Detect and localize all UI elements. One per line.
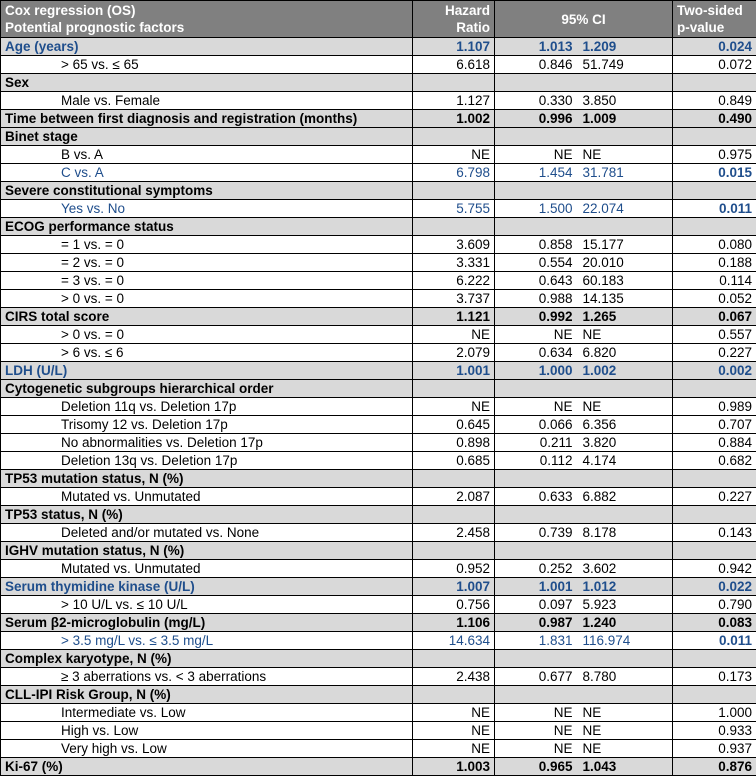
table-body <box>1 38 756 776</box>
p-value-cell: 0.682 <box>673 452 756 470</box>
factor-cell: Deletion 11q vs. Deletion 17p <box>1 398 413 416</box>
table-section-row <box>1 110 756 128</box>
factor-cell: Cytogenetic subgroups hierarchical order <box>1 380 413 398</box>
ci-upper-cell <box>575 470 673 488</box>
factor-cell: Mutated vs. Unmutated <box>1 488 413 506</box>
table-row <box>1 200 756 218</box>
p-value-cell: 0.227 <box>673 344 756 362</box>
p-value-cell: 0.083 <box>673 614 756 632</box>
hazard-ratio-cell: 0.685 <box>413 452 495 470</box>
header-ci: 95% CI <box>495 1 673 38</box>
table-row <box>1 254 756 272</box>
hazard-ratio-cell: NE <box>413 326 495 344</box>
hazard-ratio-cell: 1.002 <box>413 110 495 128</box>
ci-lower-cell: 0.634 <box>495 344 575 362</box>
p-value-cell: 0.707 <box>673 416 756 434</box>
ci-lower-cell: 0.739 <box>495 524 575 542</box>
hazard-ratio-cell: NE <box>413 740 495 758</box>
ci-lower-cell <box>495 470 575 488</box>
hazard-ratio-cell: 0.645 <box>413 416 495 434</box>
table-section-row <box>1 542 756 560</box>
factor-cell: ECOG performance status <box>1 218 413 236</box>
header-factor: Cox regression (OS) Potential prognostic factors <box>1 1 413 38</box>
factor-cell: > 3.5 mg/L vs. ≤ 3.5 mg/L <box>1 632 413 650</box>
hazard-ratio-cell: 6.618 <box>413 56 495 74</box>
ci-upper-cell: 22.074 <box>575 200 673 218</box>
factor-cell: Deletion 13q vs. Deletion 17p <box>1 452 413 470</box>
ci-upper-cell: 51.749 <box>575 56 673 74</box>
ci-lower-cell: NE <box>495 398 575 416</box>
table-row <box>1 416 756 434</box>
table-row <box>1 524 756 542</box>
p-value-cell: 0.002 <box>673 362 756 380</box>
ci-upper-cell <box>575 218 673 236</box>
hazard-ratio-cell: 1.106 <box>413 614 495 632</box>
hazard-ratio-cell: 1.127 <box>413 92 495 110</box>
ci-upper-cell <box>575 506 673 524</box>
p-value-cell: 0.114 <box>673 272 756 290</box>
hazard-ratio-cell <box>413 380 495 398</box>
table-row <box>1 326 756 344</box>
hazard-ratio-cell <box>413 470 495 488</box>
ci-upper-cell <box>575 686 673 704</box>
ci-upper-cell: 20.010 <box>575 254 673 272</box>
ci-upper-cell: NE <box>575 740 673 758</box>
hazard-ratio-cell: 1.007 <box>413 578 495 596</box>
factor-cell: Ki-67 (%) <box>1 758 413 776</box>
p-value-cell: 0.011 <box>673 200 756 218</box>
table-section-row <box>1 614 756 632</box>
factor-cell: C vs. A <box>1 164 413 182</box>
factor-cell: = 2 vs. = 0 <box>1 254 413 272</box>
p-value-cell: 0.052 <box>673 290 756 308</box>
p-value-cell: 0.989 <box>673 398 756 416</box>
factor-cell: Mutated vs. Unmutated <box>1 560 413 578</box>
factor-cell: Age (years) <box>1 38 413 56</box>
hazard-ratio-cell: 14.634 <box>413 632 495 650</box>
ci-upper-cell: 3.602 <box>575 560 673 578</box>
ci-lower-cell: NE <box>495 740 575 758</box>
table-row <box>1 434 756 452</box>
p-value-cell <box>673 542 756 560</box>
factor-cell: > 10 U/L vs. ≤ 10 U/L <box>1 596 413 614</box>
p-value-cell: 0.942 <box>673 560 756 578</box>
table-section-row <box>1 308 756 326</box>
p-value-cell: 0.022 <box>673 578 756 596</box>
factor-cell: Sex <box>1 74 413 92</box>
factor-cell: Severe constitutional symptoms <box>1 182 413 200</box>
ci-upper-cell: 6.882 <box>575 488 673 506</box>
ci-lower-cell: NE <box>495 704 575 722</box>
hazard-ratio-cell <box>413 686 495 704</box>
ci-upper-cell: 4.174 <box>575 452 673 470</box>
table-section-row <box>1 470 756 488</box>
factor-cell: CIRS total score <box>1 308 413 326</box>
p-value-cell: 0.937 <box>673 740 756 758</box>
ci-upper-cell: 14.135 <box>575 290 673 308</box>
table-section-row <box>1 650 756 668</box>
ci-lower-cell: 1.454 <box>495 164 575 182</box>
factor-cell: = 3 vs. = 0 <box>1 272 413 290</box>
p-value-cell: 0.143 <box>673 524 756 542</box>
table-row <box>1 704 756 722</box>
ci-lower-cell <box>495 380 575 398</box>
ci-lower-cell: 0.112 <box>495 452 575 470</box>
table-section-row <box>1 758 756 776</box>
p-value-cell: 0.790 <box>673 596 756 614</box>
factor-cell: ≥ 3 aberrations vs. < 3 aberrations <box>1 668 413 686</box>
ci-upper-cell: 3.820 <box>575 434 673 452</box>
ci-lower-cell: 0.988 <box>495 290 575 308</box>
ci-upper-cell: 6.820 <box>575 344 673 362</box>
table-row <box>1 146 756 164</box>
p-value-cell: 1.000 <box>673 704 756 722</box>
factor-cell: > 65 vs. ≤ 65 <box>1 56 413 74</box>
hazard-ratio-cell: NE <box>413 722 495 740</box>
p-value-cell: 0.011 <box>673 632 756 650</box>
ci-lower-cell: NE <box>495 722 575 740</box>
hazard-ratio-cell: 0.898 <box>413 434 495 452</box>
ci-upper-cell: NE <box>575 704 673 722</box>
hazard-ratio-cell: 2.079 <box>413 344 495 362</box>
hazard-ratio-cell: 1.121 <box>413 308 495 326</box>
ci-lower-cell: 0.677 <box>495 668 575 686</box>
p-value-cell <box>673 218 756 236</box>
table-section-row <box>1 362 756 380</box>
hazard-ratio-cell <box>413 74 495 92</box>
table-section-row <box>1 128 756 146</box>
table-section-row <box>1 380 756 398</box>
ci-lower-cell <box>495 686 575 704</box>
p-value-cell: 0.024 <box>673 38 756 56</box>
ci-lower-cell: 0.554 <box>495 254 575 272</box>
hazard-ratio-cell: 3.737 <box>413 290 495 308</box>
factor-cell: High vs. Low <box>1 722 413 740</box>
table-row <box>1 740 756 758</box>
hazard-ratio-cell: NE <box>413 146 495 164</box>
factor-cell: Time between first diagnosis and registration (months) <box>1 110 413 128</box>
factor-cell: TP53 mutation status, N (%) <box>1 470 413 488</box>
p-value-cell <box>673 470 756 488</box>
ci-upper-cell <box>575 74 673 92</box>
factor-cell: Serum thymidine kinase (U/L) <box>1 578 413 596</box>
ci-lower-cell <box>495 74 575 92</box>
hazard-ratio-cell: 2.438 <box>413 668 495 686</box>
p-value-cell: 0.080 <box>673 236 756 254</box>
hazard-ratio-cell: 6.222 <box>413 272 495 290</box>
ci-lower-cell <box>495 506 575 524</box>
hazard-ratio-cell: 2.458 <box>413 524 495 542</box>
header-p-value: Two-sided p-value <box>673 1 756 38</box>
ci-lower-cell: 0.992 <box>495 308 575 326</box>
ci-lower-cell <box>495 128 575 146</box>
ci-upper-cell: 1.009 <box>575 110 673 128</box>
ci-upper-cell: NE <box>575 398 673 416</box>
ci-lower-cell: 0.330 <box>495 92 575 110</box>
ci-lower-cell: 1.500 <box>495 200 575 218</box>
p-value-cell: 0.227 <box>673 488 756 506</box>
hazard-ratio-cell <box>413 650 495 668</box>
table-row <box>1 92 756 110</box>
ci-upper-cell: 1.043 <box>575 758 673 776</box>
ci-lower-cell: 1.000 <box>495 362 575 380</box>
hazard-ratio-cell: 0.952 <box>413 560 495 578</box>
ci-lower-cell: 1.001 <box>495 578 575 596</box>
ci-upper-cell: 1.012 <box>575 578 673 596</box>
p-value-cell <box>673 128 756 146</box>
ci-upper-cell: 5.923 <box>575 596 673 614</box>
factor-cell: TP53 status, N (%) <box>1 506 413 524</box>
ci-lower-cell: 0.633 <box>495 488 575 506</box>
factor-cell: Complex karyotype, N (%) <box>1 650 413 668</box>
hazard-ratio-cell: 0.756 <box>413 596 495 614</box>
p-value-cell <box>673 182 756 200</box>
ci-upper-cell: 8.178 <box>575 524 673 542</box>
ci-upper-cell: 1.265 <box>575 308 673 326</box>
hazard-ratio-cell: NE <box>413 398 495 416</box>
p-value-cell: 0.849 <box>673 92 756 110</box>
table-section-row <box>1 182 756 200</box>
ci-upper-cell: 15.177 <box>575 236 673 254</box>
table-section-row <box>1 686 756 704</box>
ci-upper-cell: 1.002 <box>575 362 673 380</box>
table-header-row <box>1 1 756 38</box>
factor-cell: Binet stage <box>1 128 413 146</box>
hazard-ratio-cell: 2.087 <box>413 488 495 506</box>
ci-upper-cell <box>575 182 673 200</box>
p-value-cell <box>673 74 756 92</box>
table-row <box>1 722 756 740</box>
hazard-ratio-cell <box>413 128 495 146</box>
ci-upper-cell: NE <box>575 326 673 344</box>
hazard-ratio-cell <box>413 218 495 236</box>
hazard-ratio-cell <box>413 542 495 560</box>
hazard-ratio-cell: 1.003 <box>413 758 495 776</box>
factor-cell: LDH (U/L) <box>1 362 413 380</box>
p-value-cell: 0.933 <box>673 722 756 740</box>
ci-lower-cell <box>495 218 575 236</box>
ci-lower-cell: NE <box>495 146 575 164</box>
table-section-row <box>1 578 756 596</box>
hazard-ratio-cell: NE <box>413 704 495 722</box>
factor-cell: B vs. A <box>1 146 413 164</box>
ci-upper-cell: 60.183 <box>575 272 673 290</box>
ci-lower-cell: NE <box>495 326 575 344</box>
ci-lower-cell: 0.987 <box>495 614 575 632</box>
p-value-cell <box>673 686 756 704</box>
table-row <box>1 56 756 74</box>
ci-upper-cell <box>575 542 673 560</box>
ci-lower-cell: 0.066 <box>495 416 575 434</box>
table-row <box>1 164 756 182</box>
ci-lower-cell: 0.252 <box>495 560 575 578</box>
hazard-ratio-cell: 6.798 <box>413 164 495 182</box>
table-row <box>1 236 756 254</box>
p-value-cell: 0.067 <box>673 308 756 326</box>
p-value-cell: 0.975 <box>673 146 756 164</box>
factor-cell: = 1 vs. = 0 <box>1 236 413 254</box>
table-section-row <box>1 506 756 524</box>
p-value-cell: 0.173 <box>673 668 756 686</box>
ci-lower-cell: 0.965 <box>495 758 575 776</box>
factor-cell: No abnormalities vs. Deletion 17p <box>1 434 413 452</box>
factor-cell: Yes vs. No <box>1 200 413 218</box>
ci-upper-cell: NE <box>575 146 673 164</box>
ci-upper-cell: 1.209 <box>575 38 673 56</box>
table-section-row <box>1 38 756 56</box>
ci-upper-cell: 1.240 <box>575 614 673 632</box>
table-row <box>1 596 756 614</box>
ci-lower-cell: 1.831 <box>495 632 575 650</box>
table-row <box>1 272 756 290</box>
ci-lower-cell <box>495 542 575 560</box>
hazard-ratio-cell <box>413 506 495 524</box>
ci-upper-cell <box>575 128 673 146</box>
p-value-cell: 0.557 <box>673 326 756 344</box>
ci-upper-cell: 6.356 <box>575 416 673 434</box>
p-value-cell: 0.015 <box>673 164 756 182</box>
hazard-ratio-cell: 3.331 <box>413 254 495 272</box>
factor-cell: CLL-IPI Risk Group, N (%) <box>1 686 413 704</box>
table-row <box>1 398 756 416</box>
ci-lower-cell: 0.858 <box>495 236 575 254</box>
ci-lower-cell: 0.996 <box>495 110 575 128</box>
factor-cell: > 6 vs. ≤ 6 <box>1 344 413 362</box>
ci-lower-cell: 0.643 <box>495 272 575 290</box>
table-row <box>1 290 756 308</box>
ci-lower-cell <box>495 650 575 668</box>
table-row <box>1 560 756 578</box>
p-value-cell <box>673 650 756 668</box>
hazard-ratio-cell: 1.001 <box>413 362 495 380</box>
p-value-cell: 0.876 <box>673 758 756 776</box>
table-row <box>1 488 756 506</box>
ci-upper-cell: 3.850 <box>575 92 673 110</box>
ci-upper-cell: 31.781 <box>575 164 673 182</box>
p-value-cell: 0.072 <box>673 56 756 74</box>
ci-upper-cell <box>575 380 673 398</box>
factor-cell: > 0 vs. = 0 <box>1 326 413 344</box>
ci-upper-cell: 116.974 <box>575 632 673 650</box>
table-row <box>1 344 756 362</box>
p-value-cell <box>673 506 756 524</box>
ci-upper-cell <box>575 650 673 668</box>
table-row <box>1 668 756 686</box>
factor-cell: Male vs. Female <box>1 92 413 110</box>
factor-cell: IGHV mutation status, N (%) <box>1 542 413 560</box>
header-hazard-ratio: Hazard Ratio <box>413 1 495 38</box>
ci-upper-cell: 8.780 <box>575 668 673 686</box>
p-value-cell: 0.188 <box>673 254 756 272</box>
ci-upper-cell: NE <box>575 722 673 740</box>
factor-cell: Intermediate vs. Low <box>1 704 413 722</box>
factor-cell: Serum β2-microglobulin (mg/L) <box>1 614 413 632</box>
ci-lower-cell <box>495 182 575 200</box>
hazard-ratio-cell <box>413 182 495 200</box>
factor-cell: > 0 vs. = 0 <box>1 290 413 308</box>
table-row <box>1 632 756 650</box>
table-section-row <box>1 74 756 92</box>
p-value-cell <box>673 380 756 398</box>
hazard-ratio-cell: 1.107 <box>413 38 495 56</box>
p-value-cell: 0.884 <box>673 434 756 452</box>
ci-lower-cell: 1.013 <box>495 38 575 56</box>
table-row <box>1 452 756 470</box>
p-value-cell: 0.490 <box>673 110 756 128</box>
table-section-row <box>1 218 756 236</box>
factor-cell: Trisomy 12 vs. Deletion 17p <box>1 416 413 434</box>
ci-lower-cell: 0.846 <box>495 56 575 74</box>
factor-cell: Deleted and/or mutated vs. None <box>1 524 413 542</box>
ci-lower-cell: 0.211 <box>495 434 575 452</box>
factor-cell: Very high vs. Low <box>1 740 413 758</box>
ci-lower-cell: 0.097 <box>495 596 575 614</box>
hazard-ratio-cell: 3.609 <box>413 236 495 254</box>
hazard-ratio-cell: 5.755 <box>413 200 495 218</box>
